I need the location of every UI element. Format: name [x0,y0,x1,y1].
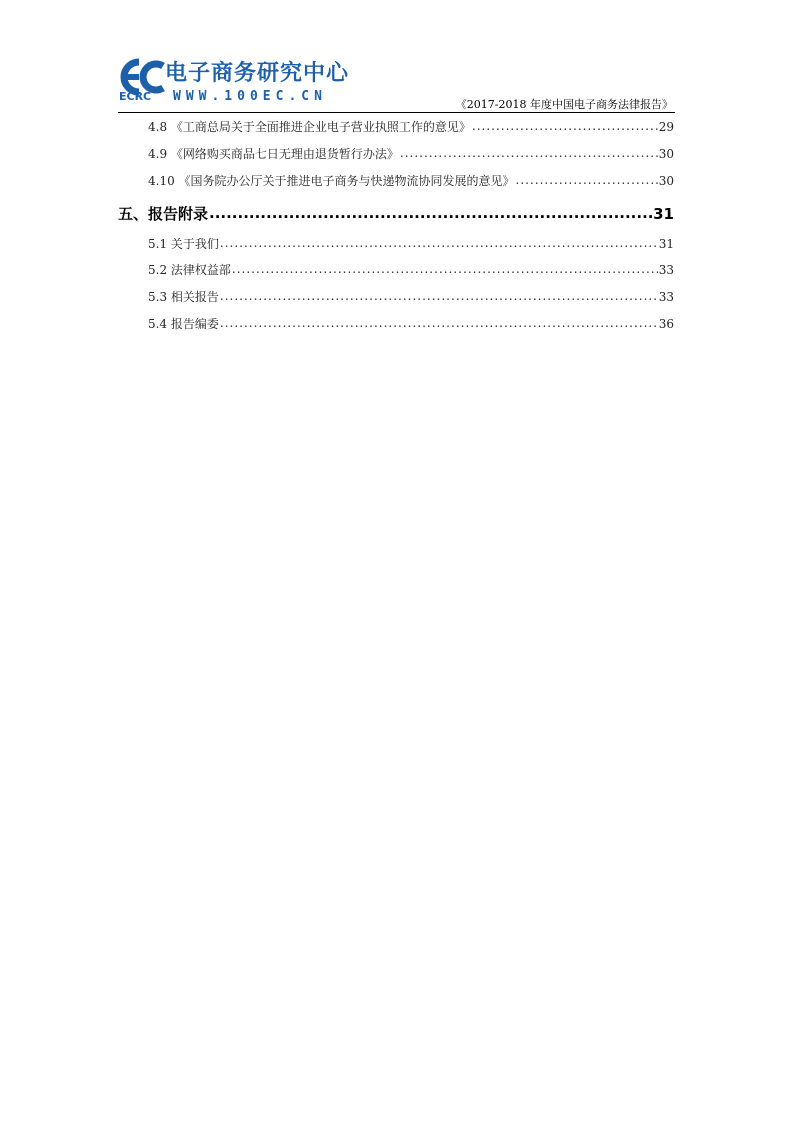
toc-entry-5-4[interactable] [148,315,674,332]
page-header [0,0,793,118]
toc-leader [472,119,658,133]
toc-chapter-5[interactable] [118,203,674,224]
report-title: 《2017-2018 年度中国电子商务法律报告》 [455,98,673,111]
toc-entry-page: 30 [658,147,674,161]
toc-entry-label: 5.2 法律权益部 [148,263,231,277]
toc-leader [516,173,658,187]
toc-entry-page: 29 [658,120,674,134]
ecrc-logo [117,56,350,108]
toc-entry-5-1[interactable] [148,235,674,252]
toc-leader [209,204,652,222]
toc-entry-page: 30 [658,174,674,188]
toc-chapter-label: 五、报告附录 [118,205,209,223]
toc-leader [232,262,658,276]
logo-abbreviation: ECRC [119,90,152,103]
toc-entry-page: 33 [658,290,674,304]
toc-entry-label: 4.9 《网络购买商品七日无理由退货暂行办法》 [148,147,399,161]
toc-entry-label: 4.8 《工商总局关于全面推进企业电子营业执照工作的意见》 [148,120,471,134]
toc-leader [400,146,658,160]
toc-entry-5-2[interactable] [148,261,674,278]
toc-entry-4-9[interactable] [148,145,674,162]
toc-entry-page: 31 [658,237,674,251]
toc-entry-page: 33 [658,263,674,277]
toc-entry-page: 36 [658,317,674,331]
toc-entry-4-10[interactable] [148,172,674,189]
toc-entry-label: 5.3 相关报告 [148,290,219,304]
toc-entry-4-8[interactable] [148,118,674,135]
logo-title: 电子商务研究中心 [165,61,350,86]
toc-entry-label: 5.4 报告编委 [148,317,219,331]
header-divider [118,112,675,113]
toc-leader [220,316,658,330]
toc-chapter-page: 31 [653,205,674,223]
toc-entry-label: 4.10 《国务院办公厅关于推进电子商务与快递物流协同发展的意见》 [148,174,515,188]
toc-entry-5-3[interactable] [148,288,674,305]
toc-leader [220,236,658,250]
toc-entry-label: 5.1 关于我们 [148,237,219,251]
logo-url: WWW.100EC.CN [173,89,327,104]
toc-leader [220,289,658,303]
